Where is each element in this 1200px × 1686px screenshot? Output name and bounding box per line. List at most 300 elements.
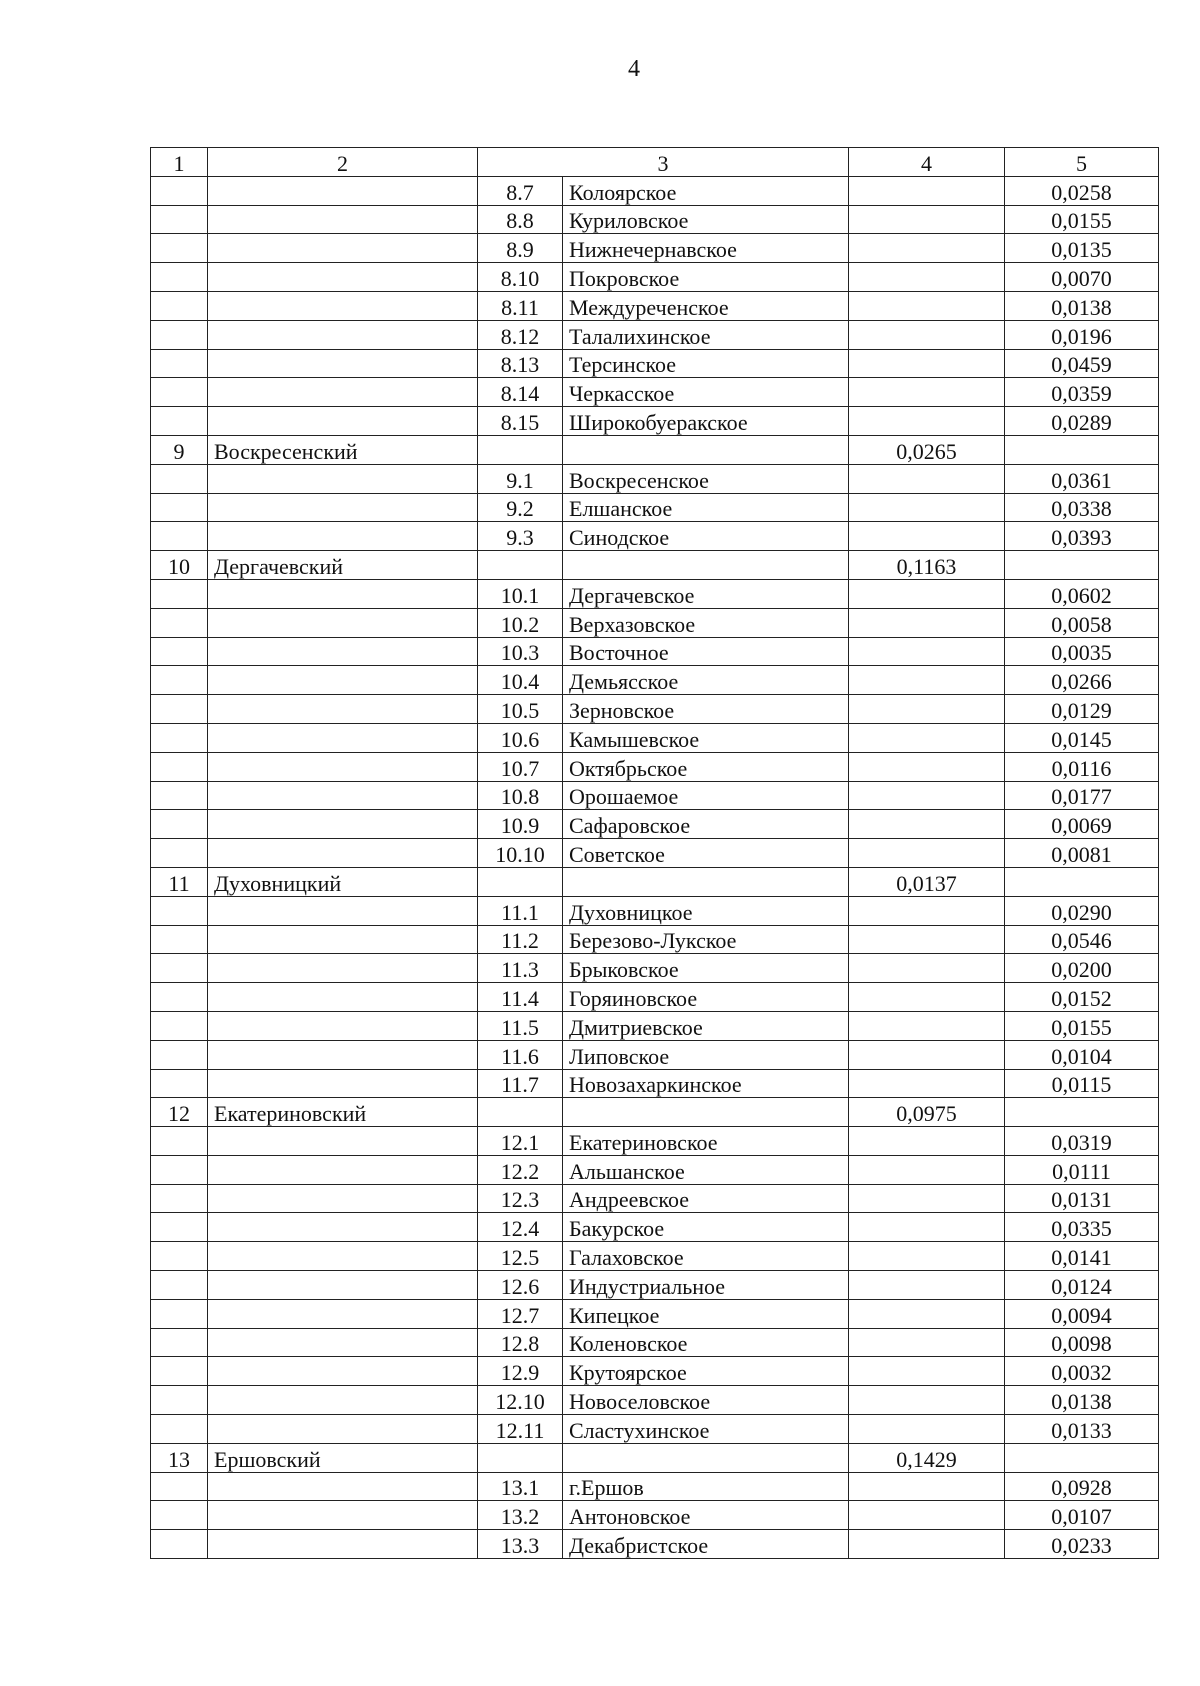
settlement-value-cell: 0,0155 bbox=[1005, 205, 1159, 234]
settlement-name-cell: Дергачевское bbox=[563, 579, 849, 608]
district-number-cell bbox=[151, 1127, 208, 1156]
settlement-number-cell: 12.7 bbox=[478, 1299, 563, 1328]
settlement-row bbox=[151, 1328, 1159, 1357]
settlement-row bbox=[151, 781, 1159, 810]
district-value-cell bbox=[849, 810, 1005, 839]
district-name-cell bbox=[208, 1069, 478, 1098]
district-row bbox=[151, 435, 1159, 464]
settlement-value-cell: 0,0290 bbox=[1005, 896, 1159, 925]
settlement-number-cell: 8.10 bbox=[478, 263, 563, 292]
settlement-value-cell bbox=[1005, 551, 1159, 580]
settlement-number-cell: 11.3 bbox=[478, 954, 563, 983]
settlement-name-cell: Синодское bbox=[563, 522, 849, 551]
district-number-cell bbox=[151, 205, 208, 234]
page-number: 4 bbox=[628, 56, 640, 82]
settlement-number-cell: 11.7 bbox=[478, 1069, 563, 1098]
settlement-number-cell: 11.5 bbox=[478, 1011, 563, 1040]
settlement-value-cell: 0,0200 bbox=[1005, 954, 1159, 983]
settlement-row bbox=[151, 839, 1159, 868]
settlement-number-cell: 8.8 bbox=[478, 205, 563, 234]
settlement-value-cell: 0,0546 bbox=[1005, 925, 1159, 954]
district-name-cell bbox=[208, 205, 478, 234]
settlement-row bbox=[151, 1501, 1159, 1530]
settlement-value-cell: 0,0115 bbox=[1005, 1069, 1159, 1098]
settlement-row bbox=[151, 925, 1159, 954]
district-value-cell bbox=[849, 464, 1005, 493]
district-number-cell bbox=[151, 263, 208, 292]
district-number-cell bbox=[151, 1299, 208, 1328]
district-name-cell bbox=[208, 1357, 478, 1386]
district-value-cell bbox=[849, 1242, 1005, 1271]
district-number-cell bbox=[151, 407, 208, 436]
settlement-value-cell: 0,0602 bbox=[1005, 579, 1159, 608]
district-value-cell bbox=[849, 839, 1005, 868]
district-name-cell bbox=[208, 378, 478, 407]
district-number-cell: 10 bbox=[151, 551, 208, 580]
settlement-number-cell: 12.9 bbox=[478, 1357, 563, 1386]
district-number-cell bbox=[151, 464, 208, 493]
district-value-cell bbox=[849, 1184, 1005, 1213]
district-number-cell bbox=[151, 608, 208, 637]
settlement-number-cell: 12.1 bbox=[478, 1127, 563, 1156]
district-number-cell bbox=[151, 1328, 208, 1357]
settlement-name-cell: Верхазовское bbox=[563, 608, 849, 637]
column-header-3: 3 bbox=[478, 148, 849, 177]
settlement-value-cell bbox=[1005, 867, 1159, 896]
settlement-row bbox=[151, 407, 1159, 436]
settlement-number-cell bbox=[478, 1098, 563, 1127]
district-number-cell bbox=[151, 1386, 208, 1415]
settlement-name-cell: Воскресенское bbox=[563, 464, 849, 493]
settlement-name-cell: Галаховское bbox=[563, 1242, 849, 1271]
settlement-number-cell: 8.9 bbox=[478, 234, 563, 263]
settlement-value-cell: 0,0032 bbox=[1005, 1357, 1159, 1386]
district-name-cell bbox=[208, 1415, 478, 1444]
settlement-name-cell: Зерновское bbox=[563, 695, 849, 724]
district-number-cell bbox=[151, 1501, 208, 1530]
settlement-name-cell: Липовское bbox=[563, 1040, 849, 1069]
settlement-value-cell: 0,0319 bbox=[1005, 1127, 1159, 1156]
settlement-row bbox=[151, 1357, 1159, 1386]
district-name-cell bbox=[208, 1242, 478, 1271]
district-number-cell: 13 bbox=[151, 1443, 208, 1472]
district-value-cell bbox=[849, 579, 1005, 608]
district-name-cell bbox=[208, 983, 478, 1012]
settlement-value-cell: 0,0152 bbox=[1005, 983, 1159, 1012]
settlement-value-cell: 0,0070 bbox=[1005, 263, 1159, 292]
settlement-value-cell: 0,0338 bbox=[1005, 493, 1159, 522]
district-name-cell bbox=[208, 608, 478, 637]
settlement-value-cell: 0,0459 bbox=[1005, 349, 1159, 378]
district-name-cell bbox=[208, 781, 478, 810]
district-value-cell bbox=[849, 1213, 1005, 1242]
settlement-number-cell: 8.14 bbox=[478, 378, 563, 407]
district-value-cell bbox=[849, 954, 1005, 983]
settlement-name-cell: Духовницкое bbox=[563, 896, 849, 925]
settlement-name-cell: Альшанское bbox=[563, 1155, 849, 1184]
settlement-row bbox=[151, 205, 1159, 234]
settlement-name-cell: Сафаровское bbox=[563, 810, 849, 839]
district-value-cell bbox=[849, 896, 1005, 925]
district-name-cell bbox=[208, 1299, 478, 1328]
settlement-row bbox=[151, 493, 1159, 522]
settlement-name-cell: Новозахаркинское bbox=[563, 1069, 849, 1098]
district-name-cell bbox=[208, 1472, 478, 1501]
district-number-cell bbox=[151, 349, 208, 378]
settlement-row bbox=[151, 320, 1159, 349]
settlement-name-cell: Березово-Лукское bbox=[563, 925, 849, 954]
district-name-cell bbox=[208, 1040, 478, 1069]
settlement-row bbox=[151, 1415, 1159, 1444]
settlement-name-cell: Советское bbox=[563, 839, 849, 868]
district-name-cell bbox=[208, 1184, 478, 1213]
district-name-cell bbox=[208, 1155, 478, 1184]
settlement-name-cell: Дмитриевское bbox=[563, 1011, 849, 1040]
district-row bbox=[151, 1098, 1159, 1127]
settlement-number-cell: 12.10 bbox=[478, 1386, 563, 1415]
district-value-cell bbox=[849, 666, 1005, 695]
district-row bbox=[151, 1443, 1159, 1472]
settlement-name-cell: Екатериновское bbox=[563, 1127, 849, 1156]
district-number-cell bbox=[151, 1357, 208, 1386]
district-number-cell bbox=[151, 839, 208, 868]
district-value-cell: 0,1429 bbox=[849, 1443, 1005, 1472]
settlement-value-cell bbox=[1005, 1443, 1159, 1472]
district-name-cell bbox=[208, 1271, 478, 1300]
settlement-row bbox=[151, 1127, 1159, 1156]
settlement-row bbox=[151, 464, 1159, 493]
district-name-cell: Воскресенский bbox=[208, 435, 478, 464]
district-number-cell bbox=[151, 522, 208, 551]
column-header-2: 2 bbox=[208, 148, 478, 177]
settlement-row bbox=[151, 1472, 1159, 1501]
district-name-cell bbox=[208, 723, 478, 752]
district-number-cell bbox=[151, 896, 208, 925]
settlement-row bbox=[151, 579, 1159, 608]
district-number-cell bbox=[151, 723, 208, 752]
district-number-cell bbox=[151, 1040, 208, 1069]
settlement-name-cell: г.Ершов bbox=[563, 1472, 849, 1501]
settlement-name-cell: Брыковское bbox=[563, 954, 849, 983]
settlement-number-cell: 8.11 bbox=[478, 291, 563, 320]
district-number-cell bbox=[151, 176, 208, 205]
district-number-cell bbox=[151, 579, 208, 608]
district-number-cell bbox=[151, 1415, 208, 1444]
district-value-cell bbox=[849, 493, 1005, 522]
settlement-name-cell: Кипецкое bbox=[563, 1299, 849, 1328]
district-number-cell bbox=[151, 925, 208, 954]
settlement-row bbox=[151, 1040, 1159, 1069]
settlement-value-cell bbox=[1005, 435, 1159, 464]
settlement-name-cell: Крутоярское bbox=[563, 1357, 849, 1386]
district-row bbox=[151, 867, 1159, 896]
district-number-cell: 9 bbox=[151, 435, 208, 464]
settlement-row bbox=[151, 263, 1159, 292]
district-number-cell bbox=[151, 1069, 208, 1098]
district-name-cell: Дергачевский bbox=[208, 551, 478, 580]
settlement-number-cell: 11.4 bbox=[478, 983, 563, 1012]
district-number-cell: 12 bbox=[151, 1098, 208, 1127]
settlement-name-cell: Индустриальное bbox=[563, 1271, 849, 1300]
district-value-cell bbox=[849, 1271, 1005, 1300]
settlement-value-cell: 0,0104 bbox=[1005, 1040, 1159, 1069]
district-name-cell bbox=[208, 407, 478, 436]
table-body bbox=[151, 148, 1159, 1559]
settlement-value-cell: 0,0138 bbox=[1005, 291, 1159, 320]
settlement-number-cell: 11.1 bbox=[478, 896, 563, 925]
settlement-value-cell: 0,0094 bbox=[1005, 1299, 1159, 1328]
district-value-cell bbox=[849, 349, 1005, 378]
settlement-name-cell: Терсинское bbox=[563, 349, 849, 378]
district-number-cell bbox=[151, 1242, 208, 1271]
district-number-cell bbox=[151, 1530, 208, 1559]
district-value-cell: 0,1163 bbox=[849, 551, 1005, 580]
district-number-cell bbox=[151, 320, 208, 349]
settlement-value-cell: 0,0233 bbox=[1005, 1530, 1159, 1559]
settlement-number-cell: 12.6 bbox=[478, 1271, 563, 1300]
district-number-cell bbox=[151, 695, 208, 724]
settlement-number-cell: 10.1 bbox=[478, 579, 563, 608]
district-name-cell bbox=[208, 1328, 478, 1357]
settlement-name-cell: Бакурское bbox=[563, 1213, 849, 1242]
settlement-row bbox=[151, 176, 1159, 205]
settlement-row bbox=[151, 291, 1159, 320]
settlement-number-cell: 12.5 bbox=[478, 1242, 563, 1271]
district-number-cell bbox=[151, 781, 208, 810]
district-value-cell bbox=[849, 1472, 1005, 1501]
settlement-name-cell: Новоселовское bbox=[563, 1386, 849, 1415]
district-value-cell bbox=[849, 1357, 1005, 1386]
settlement-value-cell: 0,0266 bbox=[1005, 666, 1159, 695]
district-name-cell bbox=[208, 666, 478, 695]
district-value-cell: 0,0265 bbox=[849, 435, 1005, 464]
settlement-number-cell: 8.15 bbox=[478, 407, 563, 436]
settlement-value-cell: 0,0289 bbox=[1005, 407, 1159, 436]
district-value-cell bbox=[849, 1386, 1005, 1415]
settlement-row bbox=[151, 1386, 1159, 1415]
settlement-row bbox=[151, 637, 1159, 666]
settlement-number-cell: 12.11 bbox=[478, 1415, 563, 1444]
settlement-value-cell: 0,0928 bbox=[1005, 1472, 1159, 1501]
district-value-cell bbox=[849, 1127, 1005, 1156]
allocation-table bbox=[150, 147, 1159, 1559]
settlement-value-cell: 0,0058 bbox=[1005, 608, 1159, 637]
district-value-cell bbox=[849, 752, 1005, 781]
settlement-value-cell: 0,0196 bbox=[1005, 320, 1159, 349]
settlement-number-cell: 8.12 bbox=[478, 320, 563, 349]
settlement-name-cell: Коленовское bbox=[563, 1328, 849, 1357]
district-value-cell bbox=[849, 695, 1005, 724]
district-value-cell bbox=[849, 1501, 1005, 1530]
settlement-row bbox=[151, 1530, 1159, 1559]
district-number-cell bbox=[151, 493, 208, 522]
settlement-number-cell: 10.5 bbox=[478, 695, 563, 724]
district-name-cell bbox=[208, 896, 478, 925]
district-name-cell bbox=[208, 464, 478, 493]
district-name-cell bbox=[208, 522, 478, 551]
settlement-name-cell: Демьясское bbox=[563, 666, 849, 695]
settlement-row bbox=[151, 695, 1159, 724]
district-value-cell bbox=[849, 205, 1005, 234]
district-number-cell bbox=[151, 752, 208, 781]
settlement-number-cell bbox=[478, 867, 563, 896]
settlement-number-cell: 13.3 bbox=[478, 1530, 563, 1559]
district-number-cell bbox=[151, 378, 208, 407]
district-value-cell bbox=[849, 1040, 1005, 1069]
district-name-cell bbox=[208, 810, 478, 839]
settlement-row bbox=[151, 1299, 1159, 1328]
settlement-number-cell: 10.10 bbox=[478, 839, 563, 868]
settlement-row bbox=[151, 983, 1159, 1012]
settlement-row bbox=[151, 608, 1159, 637]
settlement-number-cell: 12.3 bbox=[478, 1184, 563, 1213]
district-number-cell bbox=[151, 291, 208, 320]
settlement-name-cell: Междуреченское bbox=[563, 291, 849, 320]
settlement-name-cell: Горяиновское bbox=[563, 983, 849, 1012]
district-value-cell bbox=[849, 608, 1005, 637]
settlement-value-cell: 0,0135 bbox=[1005, 234, 1159, 263]
district-name-cell bbox=[208, 637, 478, 666]
settlement-value-cell: 0,0035 bbox=[1005, 637, 1159, 666]
settlement-name-cell: Нижнечернавское bbox=[563, 234, 849, 263]
settlement-name-cell: Андреевское bbox=[563, 1184, 849, 1213]
district-value-cell bbox=[849, 925, 1005, 954]
settlement-row bbox=[151, 1069, 1159, 1098]
district-value-cell bbox=[849, 378, 1005, 407]
district-name-cell: Ершовский bbox=[208, 1443, 478, 1472]
district-value-cell bbox=[849, 291, 1005, 320]
settlement-number-cell: 10.2 bbox=[478, 608, 563, 637]
settlement-name-cell: Сластухинское bbox=[563, 1415, 849, 1444]
settlement-value-cell: 0,0107 bbox=[1005, 1501, 1159, 1530]
settlement-name-cell: Орошаемое bbox=[563, 781, 849, 810]
district-name-cell bbox=[208, 954, 478, 983]
district-number-cell bbox=[151, 666, 208, 695]
district-number-cell: 11 bbox=[151, 867, 208, 896]
settlement-value-cell: 0,0081 bbox=[1005, 839, 1159, 868]
district-value-cell bbox=[849, 1530, 1005, 1559]
settlement-name-cell: Антоновское bbox=[563, 1501, 849, 1530]
district-value-cell bbox=[849, 1155, 1005, 1184]
district-name-cell: Духовницкий bbox=[208, 867, 478, 896]
district-number-cell bbox=[151, 637, 208, 666]
district-number-cell bbox=[151, 983, 208, 1012]
settlement-value-cell: 0,0138 bbox=[1005, 1386, 1159, 1415]
district-name-cell bbox=[208, 695, 478, 724]
settlement-value-cell: 0,0124 bbox=[1005, 1271, 1159, 1300]
settlement-value-cell: 0,0155 bbox=[1005, 1011, 1159, 1040]
district-number-cell bbox=[151, 1271, 208, 1300]
district-name-cell bbox=[208, 176, 478, 205]
settlement-value-cell: 0,0361 bbox=[1005, 464, 1159, 493]
column-header-5: 5 bbox=[1005, 148, 1159, 177]
district-value-cell bbox=[849, 1415, 1005, 1444]
settlement-name-cell: Декабристское bbox=[563, 1530, 849, 1559]
district-value-cell bbox=[849, 781, 1005, 810]
settlement-value-cell bbox=[1005, 1098, 1159, 1127]
district-name-cell bbox=[208, 1501, 478, 1530]
district-name-cell bbox=[208, 1011, 478, 1040]
settlement-value-cell: 0,0133 bbox=[1005, 1415, 1159, 1444]
settlement-number-cell: 10.4 bbox=[478, 666, 563, 695]
settlement-value-cell: 0,0069 bbox=[1005, 810, 1159, 839]
settlement-value-cell: 0,0145 bbox=[1005, 723, 1159, 752]
settlement-number-cell: 13.1 bbox=[478, 1472, 563, 1501]
settlement-value-cell: 0,0258 bbox=[1005, 176, 1159, 205]
settlement-name-cell bbox=[563, 1098, 849, 1127]
settlement-number-cell: 12.2 bbox=[478, 1155, 563, 1184]
district-value-cell bbox=[849, 407, 1005, 436]
settlement-row bbox=[151, 1271, 1159, 1300]
district-name-cell bbox=[208, 925, 478, 954]
settlement-value-cell: 0,0111 bbox=[1005, 1155, 1159, 1184]
settlement-name-cell: Широкобуеракское bbox=[563, 407, 849, 436]
district-number-cell bbox=[151, 1011, 208, 1040]
settlement-number-cell: 10.7 bbox=[478, 752, 563, 781]
district-name-cell bbox=[208, 579, 478, 608]
district-name-cell bbox=[208, 320, 478, 349]
district-value-cell bbox=[849, 1011, 1005, 1040]
settlement-row bbox=[151, 752, 1159, 781]
settlement-number-cell: 10.8 bbox=[478, 781, 563, 810]
district-value-cell bbox=[849, 1328, 1005, 1357]
settlement-name-cell bbox=[563, 435, 849, 464]
district-number-cell bbox=[151, 234, 208, 263]
settlement-row bbox=[151, 1213, 1159, 1242]
settlement-number-cell: 10.3 bbox=[478, 637, 563, 666]
settlement-number-cell: 9.3 bbox=[478, 522, 563, 551]
settlement-number-cell: 11.2 bbox=[478, 925, 563, 954]
settlement-number-cell bbox=[478, 435, 563, 464]
district-row bbox=[151, 551, 1159, 580]
settlement-row bbox=[151, 1155, 1159, 1184]
table-header-row bbox=[151, 148, 1159, 177]
column-header-1: 1 bbox=[151, 148, 208, 177]
settlement-row bbox=[151, 954, 1159, 983]
settlement-row bbox=[151, 522, 1159, 551]
column-header-4: 4 bbox=[849, 148, 1005, 177]
settlement-number-cell: 10.6 bbox=[478, 723, 563, 752]
district-name-cell bbox=[208, 493, 478, 522]
settlement-value-cell: 0,0177 bbox=[1005, 781, 1159, 810]
settlement-name-cell: Восточное bbox=[563, 637, 849, 666]
district-number-cell bbox=[151, 1213, 208, 1242]
district-name-cell bbox=[208, 263, 478, 292]
settlement-number-cell: 11.6 bbox=[478, 1040, 563, 1069]
settlement-name-cell bbox=[563, 867, 849, 896]
district-value-cell: 0,0975 bbox=[849, 1098, 1005, 1127]
settlement-row bbox=[151, 1011, 1159, 1040]
settlement-number-cell: 8.13 bbox=[478, 349, 563, 378]
district-name-cell bbox=[208, 1530, 478, 1559]
district-name-cell bbox=[208, 291, 478, 320]
district-value-cell bbox=[849, 723, 1005, 752]
settlement-number-cell: 12.4 bbox=[478, 1213, 563, 1242]
settlement-number-cell bbox=[478, 1443, 563, 1472]
settlement-value-cell: 0,0335 bbox=[1005, 1213, 1159, 1242]
district-value-cell bbox=[849, 522, 1005, 551]
settlement-number-cell bbox=[478, 551, 563, 580]
district-value-cell bbox=[849, 176, 1005, 205]
settlement-value-cell: 0,0129 bbox=[1005, 695, 1159, 724]
settlement-row bbox=[151, 378, 1159, 407]
district-name-cell bbox=[208, 1127, 478, 1156]
district-number-cell bbox=[151, 954, 208, 983]
settlement-name-cell: Колоярское bbox=[563, 176, 849, 205]
district-value-cell bbox=[849, 263, 1005, 292]
district-name-cell bbox=[208, 1213, 478, 1242]
settlement-name-cell: Покровское bbox=[563, 263, 849, 292]
